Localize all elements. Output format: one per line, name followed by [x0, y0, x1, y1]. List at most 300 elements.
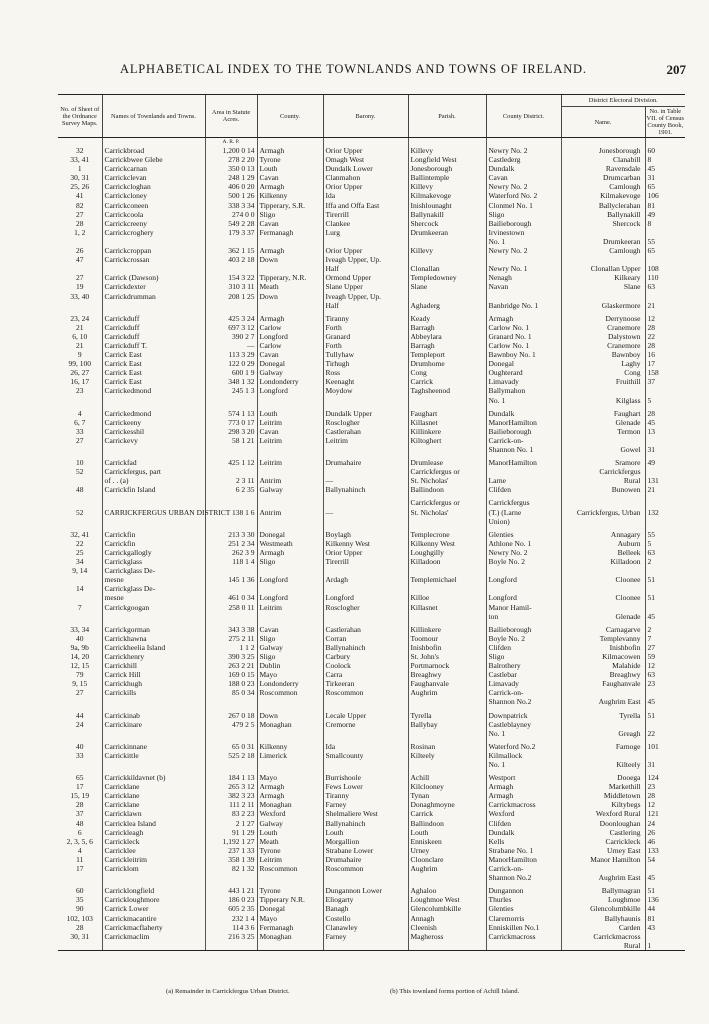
ded-no-cell: 121	[645, 809, 685, 818]
district-cell: Thurles	[486, 895, 561, 904]
area-cell	[205, 729, 257, 738]
barony-cell: Slane Upper	[323, 282, 408, 291]
county-cell	[257, 445, 323, 454]
ded-no-cell: 131	[645, 476, 685, 485]
ded-no-cell: 16	[645, 350, 685, 359]
townland-name-cell: Carrick East	[102, 368, 205, 377]
county-cell: Donegal	[257, 359, 323, 368]
ded-name-cell: Cranemore	[561, 323, 645, 332]
table-row	[58, 273, 685, 282]
ded-name-cell: Gowel	[561, 445, 645, 454]
parish-cell: Kiltoghert	[408, 436, 486, 445]
county-cell: Donegal	[257, 904, 323, 913]
ded-name-cell	[561, 436, 645, 445]
district-cell: Carlow No. 1	[486, 341, 561, 350]
ded-name-cell	[561, 517, 645, 526]
sheet-cell: 22	[76, 538, 84, 548]
parish-cell: Jonesborough	[408, 164, 486, 173]
ded-no-cell	[645, 688, 685, 697]
district-cell: Newry No. 2	[486, 548, 561, 557]
table-row	[58, 625, 685, 634]
district-cell	[486, 566, 561, 575]
district-cell: Glenties	[486, 530, 561, 539]
ded-name-cell	[561, 292, 645, 301]
sheet-cell: 1	[77, 164, 82, 174]
sheet-cell: 25, 26	[70, 182, 90, 192]
parish-cell: Magheross	[408, 932, 486, 941]
barony-cell: Half	[323, 301, 408, 310]
table-row	[58, 688, 685, 697]
area-cell	[205, 584, 257, 593]
barony-cell: Ormond Upper	[323, 273, 408, 282]
ded-no-cell: 46	[645, 837, 685, 846]
ded-no-cell: 124	[645, 773, 685, 782]
townland-name-cell: Carrickinare	[102, 720, 205, 729]
barony-cell: Leitrim	[323, 436, 408, 445]
townland-name-cell: Carricklawn	[102, 809, 205, 818]
barony-cell	[323, 873, 408, 882]
district-cell: No. 1	[486, 396, 561, 405]
district-cell: Carrickmacross	[486, 932, 561, 941]
table-row	[58, 255, 685, 264]
district-cell: Newry No. 2	[486, 146, 561, 155]
col-header-parish: Parish.	[408, 95, 486, 138]
parish-cell: Killinkere	[408, 625, 486, 634]
county-cell: Galway	[257, 368, 323, 377]
ded-name-cell: Inishbofin	[561, 643, 645, 652]
district-cell: Dundalk	[486, 409, 561, 418]
area-cell	[205, 396, 257, 405]
district-cell: Balrothery	[486, 661, 561, 670]
sheet-cell: 33	[76, 426, 84, 436]
ded-no-cell: 65	[645, 182, 685, 191]
townland-name-cell	[102, 237, 205, 246]
townland-name-cell: Carrickcloghan	[102, 182, 205, 191]
county-cell: Down	[257, 711, 323, 720]
table-row	[58, 593, 685, 602]
district-cell: Westport	[486, 773, 561, 782]
parish-cell: Kilteely	[408, 751, 486, 760]
barony-cell: Costello	[323, 914, 408, 923]
district-cell: Union)	[486, 517, 561, 526]
sheet-cell	[58, 873, 102, 882]
townland-name-cell: Carrickcoola	[102, 210, 205, 219]
ded-name-cell: Kilteely	[561, 760, 645, 769]
table-row	[58, 760, 685, 769]
county-cell: Antrim	[257, 476, 323, 485]
townland-name-cell	[102, 873, 205, 882]
sheet-cell: 19	[76, 282, 84, 292]
district-cell: Nenagh	[486, 273, 561, 282]
ded-name-cell: Auburn	[561, 539, 645, 548]
county-cell: Tyrone	[257, 846, 323, 855]
sheet-cell: 48	[76, 485, 84, 495]
townland-name-cell: Carrickedmond	[102, 386, 205, 395]
county-cell: Mayo	[257, 670, 323, 679]
barony-cell: Burrishoole	[323, 773, 408, 782]
townland-name-cell: Carrickeeny	[102, 418, 205, 427]
barony-cell: Boylagh	[323, 530, 408, 539]
area-units: A. R. P.	[205, 138, 257, 147]
barony-cell: Banagh	[323, 904, 408, 913]
ded-name-cell: Jonesborough	[561, 146, 645, 155]
ded-no-cell: 49	[645, 458, 685, 467]
district-cell: ManorHamilton	[486, 458, 561, 467]
sheet-cell: 90	[76, 904, 84, 914]
parish-cell: Kilmakevoge	[408, 191, 486, 200]
district-cell: Dundalk	[486, 164, 561, 173]
area-cell	[205, 517, 257, 526]
county-cell	[257, 264, 323, 273]
ded-name-cell: Clanabill	[561, 155, 645, 164]
ded-name-cell: Ravensdale	[561, 164, 645, 173]
table-row	[58, 652, 685, 661]
area-cell	[205, 467, 257, 476]
parish-cell: Louth	[408, 828, 486, 837]
townland-name-cell: Carricklane	[102, 800, 205, 809]
col-header-barony: Barony.	[323, 95, 408, 138]
table-row	[58, 603, 685, 612]
ded-name-cell: Carrickleck	[561, 837, 645, 846]
ded-no-cell: 28	[645, 409, 685, 418]
townland-name-cell: Carrickduff	[102, 323, 205, 332]
county-cell: Armagh	[257, 146, 323, 155]
table-row	[58, 643, 685, 652]
ded-no-cell: 31	[645, 760, 685, 769]
table-row	[58, 182, 685, 191]
district-cell: Dundalk	[486, 828, 561, 837]
barony-cell: Rosclogher	[323, 418, 408, 427]
barony-cell: Ross	[323, 368, 408, 377]
ded-no-cell: 63	[645, 670, 685, 679]
parish-cell: Ballynakill	[408, 210, 486, 219]
county-cell: Limerick	[257, 751, 323, 760]
ded-name-cell: Drumcarban	[561, 173, 645, 182]
barony-cell: Half	[323, 264, 408, 273]
district-cell: Cavan	[486, 173, 561, 182]
table-row	[58, 191, 685, 200]
area-cell: 245 1 3	[205, 386, 257, 395]
sheet-cell: 16, 17	[70, 377, 90, 387]
ded-no-cell: 2	[645, 557, 685, 566]
county-cell	[257, 584, 323, 593]
townland-index-table	[58, 94, 685, 951]
district-cell: Longford	[486, 593, 561, 602]
parish-cell	[408, 612, 486, 621]
col-header-area: Area in Statute Acres.	[205, 95, 257, 138]
townland-name-cell	[102, 301, 205, 310]
barony-cell: Tirhugh	[323, 359, 408, 368]
area-cell: 188 0 23	[205, 679, 257, 688]
barony-cell: Louth	[323, 828, 408, 837]
county-cell: Mayo	[257, 914, 323, 923]
parish-cell: Portmarnock	[408, 661, 486, 670]
county-cell: Leitrim	[257, 855, 323, 864]
area-cell: 251 2 34	[205, 539, 257, 548]
sheet-cell: 34	[76, 557, 84, 567]
townland-name-cell: Carrickbwee Glebe	[102, 155, 205, 164]
table-row	[58, 864, 685, 873]
ded-no-cell	[645, 517, 685, 526]
area-cell: 461 0 34	[205, 593, 257, 602]
townland-name-cell: Carrickmacantire	[102, 914, 205, 923]
sheet-cell	[58, 612, 102, 621]
townland-name-cell: Carrick East	[102, 359, 205, 368]
area-cell: 310 3 11	[205, 282, 257, 291]
ded-name-cell: Belleek	[561, 548, 645, 557]
district-cell: Boyle No. 2	[486, 557, 561, 566]
parish-cell: Inishbofin	[408, 643, 486, 652]
ded-name-cell: Breaghwy	[561, 670, 645, 679]
ded-no-cell	[645, 720, 685, 729]
county-cell: Cavan	[257, 625, 323, 634]
ded-no-cell: 101	[645, 742, 685, 751]
county-cell: Down	[257, 255, 323, 264]
county-cell: Armagh	[257, 791, 323, 800]
townland-name-cell	[102, 760, 205, 769]
ded-no-cell: 81	[645, 201, 685, 210]
county-cell: Sligo	[257, 210, 323, 219]
ded-name-cell: Glenade	[561, 418, 645, 427]
barony-cell	[323, 396, 408, 405]
ded-name-cell: Carnagarve	[561, 625, 645, 634]
ded-name-cell: Faughanvale	[561, 679, 645, 688]
ded-no-cell: 43	[645, 923, 685, 932]
table-row	[58, 314, 685, 323]
district-cell: ManorHamilton	[486, 855, 561, 864]
sheet-cell: 35	[76, 895, 84, 905]
area-cell	[205, 498, 257, 507]
area-cell: 362 1 15	[205, 246, 257, 255]
sheet-cell	[58, 498, 102, 507]
county-cell: Armagh	[257, 548, 323, 557]
barony-cell	[323, 467, 408, 476]
table-body	[58, 138, 685, 951]
barony-cell: Ballynahinch	[323, 643, 408, 652]
district-cell: Limavady	[486, 377, 561, 386]
barony-cell: Eliogarty	[323, 895, 408, 904]
barony-cell: Omagh West	[323, 155, 408, 164]
ded-name-cell: Greagh	[561, 729, 645, 738]
parish-cell: Annagh	[408, 914, 486, 923]
ded-name-cell: Clonallan Upper	[561, 264, 645, 273]
parish-cell: Barragh	[408, 341, 486, 350]
barony-cell	[323, 729, 408, 738]
area-cell: 179 3 37	[205, 228, 257, 237]
district-cell: Bailieborough	[486, 625, 561, 634]
sheet-cell: 41	[76, 191, 84, 201]
parish-cell: Tynan	[408, 791, 486, 800]
barony-cell: Morgallion	[323, 837, 408, 846]
townland-name-cell: Carrickglass	[102, 557, 205, 566]
parish-cell: Aughrim	[408, 688, 486, 697]
district-cell: Wexford	[486, 809, 561, 818]
col-header-name: Names of Townlands and Towns.	[102, 95, 205, 138]
ded-no-cell: 28	[645, 323, 685, 332]
townland-name-cell	[102, 498, 205, 507]
sheet-cell: 14	[76, 584, 84, 594]
barony-cell	[323, 941, 408, 951]
parish-cell: Rosinan	[408, 742, 486, 751]
ded-name-cell	[561, 751, 645, 760]
ded-no-cell: 110	[645, 273, 685, 282]
barony-cell: Longford	[323, 593, 408, 602]
table-row	[58, 575, 685, 584]
sheet-cell: 27	[76, 688, 84, 698]
ded-name-cell: Aughrim East	[561, 697, 645, 706]
county-cell	[257, 517, 323, 526]
ded-name-cell: Castlering	[561, 828, 645, 837]
table-row	[58, 914, 685, 923]
ded-no-cell: 45	[645, 873, 685, 882]
parish-cell: Kilclooney	[408, 782, 486, 791]
district-cell: (T.) (Larne	[486, 508, 561, 517]
area-cell: 208 1 25	[205, 292, 257, 301]
barony-cell: Dungannon Lower	[323, 886, 408, 895]
sheet-cell: 6, 10	[72, 331, 88, 341]
area-cell: 232 1 4	[205, 914, 257, 923]
district-cell: Navan	[486, 282, 561, 291]
barony-cell: Tiranny	[323, 791, 408, 800]
barony-cell: Shelmaliere West	[323, 809, 408, 818]
parish-cell: Carrick	[408, 809, 486, 818]
area-cell: 114 3 6	[205, 923, 257, 932]
townland-name-cell: Carrickglass De-	[102, 584, 205, 593]
townland-name-cell: Carrickloughmore	[102, 895, 205, 904]
district-cell: Bailieborough	[486, 427, 561, 436]
county-cell: Armagh	[257, 314, 323, 323]
county-cell: Sligo	[257, 634, 323, 643]
county-cell: Westmeath	[257, 539, 323, 548]
district-cell: Clifden	[486, 819, 561, 828]
ded-no-cell	[645, 255, 685, 264]
district-cell: Castleblayney	[486, 720, 561, 729]
ded-no-cell: 13	[645, 427, 685, 436]
ded-no-cell: 21	[645, 301, 685, 310]
ded-no-cell	[645, 467, 685, 476]
townland-name-cell: Carricklane	[102, 791, 205, 800]
table-row	[58, 146, 685, 155]
district-cell: Limavady	[486, 679, 561, 688]
district-cell	[486, 292, 561, 301]
barony-cell: Forth	[323, 323, 408, 332]
ded-no-cell: 8	[645, 219, 685, 228]
page-title: ALPHABETICAL INDEX TO THE TOWNLANDS AND TOWNS OF IRELAND.	[120, 62, 587, 76]
sheet-cell: 2, 3, 5, 6	[66, 836, 93, 846]
area-cell: 91 1 29	[205, 828, 257, 837]
area-cell: 403 2 18	[205, 255, 257, 264]
parish-cell	[408, 729, 486, 738]
ded-name-cell: Kilmakevoge	[561, 191, 645, 200]
ded-name-cell: Glencolumbkille	[561, 904, 645, 913]
county-cell	[257, 467, 323, 476]
county-cell: Tipperary N.R.	[257, 895, 323, 904]
ded-no-cell: 22	[645, 332, 685, 341]
district-cell: Armagh	[486, 782, 561, 791]
ded-no-cell: 23	[645, 679, 685, 688]
table-row	[58, 445, 685, 454]
ded-no-cell: 12	[645, 661, 685, 670]
sheet-cell: 26, 27	[70, 368, 90, 378]
sheet-cell	[58, 445, 102, 454]
county-cell: Leitrim	[257, 603, 323, 612]
table-row	[58, 697, 685, 706]
col-header-county: County.	[257, 95, 323, 138]
townland-name-cell: CARRICKFERGUS URBAN DISTRICT	[102, 508, 205, 517]
table-row	[58, 742, 685, 751]
ded-name-cell	[561, 498, 645, 507]
area-cell: 82 1 32	[205, 864, 257, 873]
ded-name-cell: Dalystown	[561, 332, 645, 341]
ded-name-cell: Cranemore	[561, 341, 645, 350]
county-cell: Londonderry	[257, 679, 323, 688]
area-cell: 274 0 0	[205, 210, 257, 219]
sheet-cell: 102, 103	[66, 913, 93, 923]
barony-cell: Tirerrill	[323, 557, 408, 566]
area-cell: 145 1 36	[205, 575, 257, 584]
townland-name-cell: Carrickills	[102, 688, 205, 697]
barony-cell: Ida	[323, 742, 408, 751]
table-row	[58, 359, 685, 368]
parish-cell: Cleenish	[408, 923, 486, 932]
ded-no-cell: 132	[645, 508, 685, 517]
sheet-cell	[58, 593, 102, 602]
county-cell: Longford	[257, 332, 323, 341]
townland-name-cell	[102, 396, 205, 405]
sheet-cell: 28	[76, 922, 84, 932]
ded-name-cell	[561, 228, 645, 237]
table-row	[58, 584, 685, 593]
district-cell: Shannon No.2	[486, 873, 561, 882]
parish-cell	[408, 396, 486, 405]
ded-no-cell: 49	[645, 210, 685, 219]
col-header-sheet: No. of Sheet of the Ordnance Survey Maps.	[58, 95, 102, 138]
sheet-cell: 32	[76, 146, 84, 155]
ded-no-cell: 54	[645, 855, 685, 864]
district-cell: Carrick-on-	[486, 436, 561, 445]
barony-cell: Tiranny	[323, 314, 408, 323]
townland-name-cell: Carrickleagh	[102, 828, 205, 837]
ded-name-cell: Camlough	[561, 182, 645, 191]
area-cell: 6 2 35	[205, 485, 257, 494]
district-cell: Athlone No. 1	[486, 539, 561, 548]
area-cell: 1,192 1 27	[205, 837, 257, 846]
ded-no-cell	[645, 436, 685, 445]
parish-cell: St. Nicholas'	[408, 476, 486, 485]
townland-name-cell: Carrickglass De-	[102, 566, 205, 575]
district-cell: Newry No. 2	[486, 246, 561, 255]
barony-cell: Keenaght	[323, 377, 408, 386]
area-cell: 138 1 6	[205, 508, 257, 517]
ded-name-cell: Sramore	[561, 458, 645, 467]
ded-name-cell: Annagary	[561, 530, 645, 539]
townland-name-cell	[102, 445, 205, 454]
county-cell	[257, 566, 323, 575]
ded-no-cell: 63	[645, 282, 685, 291]
county-cell: Cavan	[257, 219, 323, 228]
page-header	[50, 62, 686, 76]
parish-cell: Longfield West	[408, 155, 486, 164]
footnote-b: (b) This townland forms portion of Achill Island.	[390, 988, 520, 995]
district-cell: Boyle No. 2	[486, 634, 561, 643]
parish-cell: Aghaloo	[408, 886, 486, 895]
area-cell: 213 3 30	[205, 530, 257, 539]
barony-cell: Orior Upper	[323, 548, 408, 557]
barony-cell: Carra	[323, 670, 408, 679]
table-row	[58, 782, 685, 791]
barony-cell: Orior Upper	[323, 146, 408, 155]
parish-cell: Breaghwy	[408, 670, 486, 679]
